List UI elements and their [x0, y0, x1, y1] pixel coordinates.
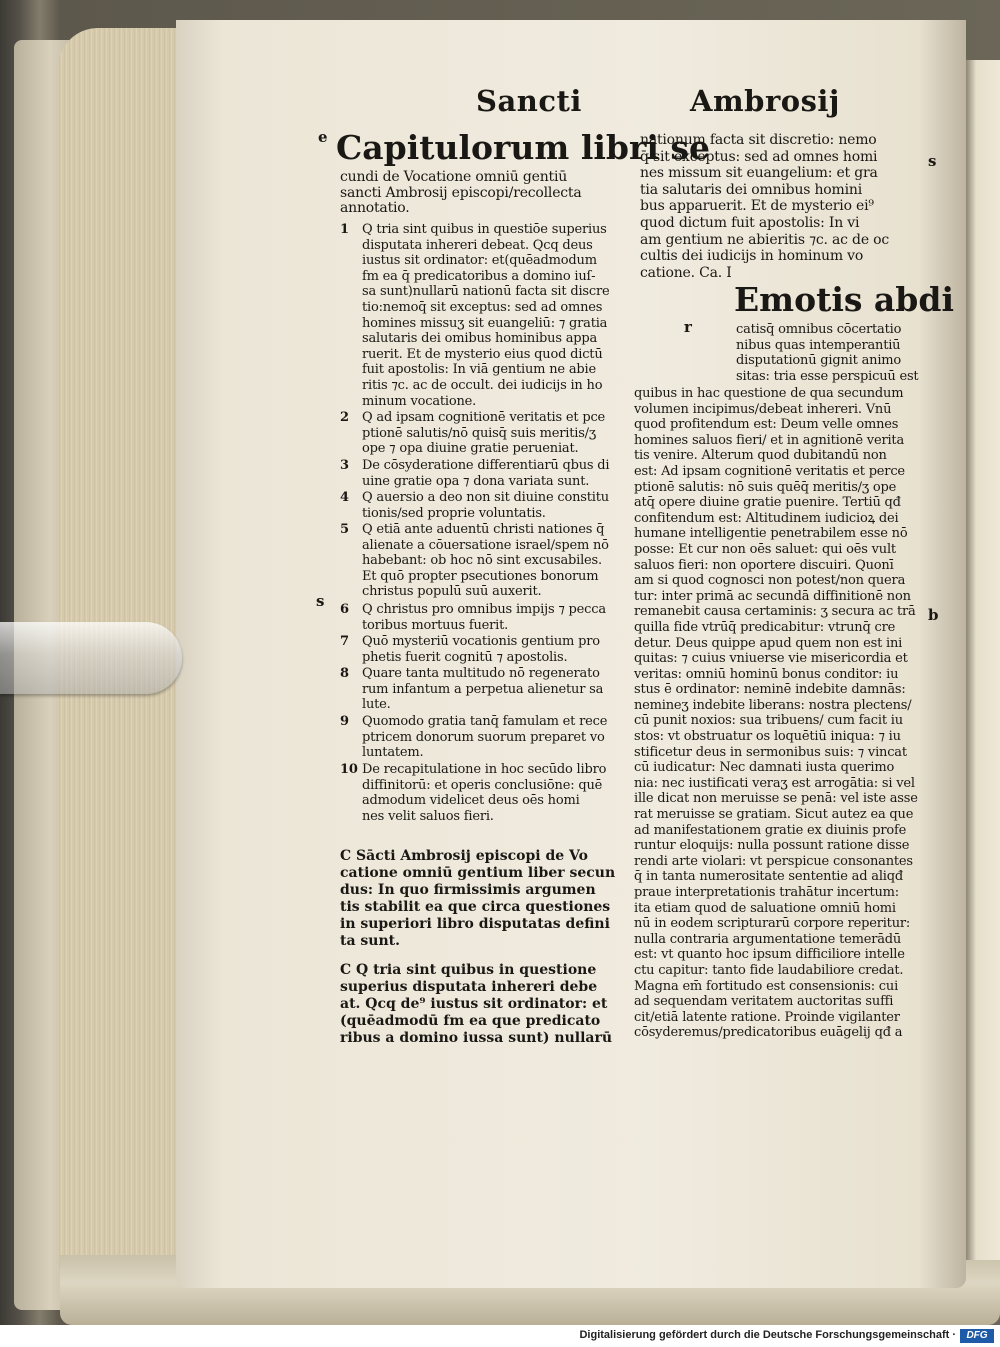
right-body-line: est: vt quanto hoc ipsum difficiliore intelle — [634, 947, 905, 963]
margin-letter-s-left: s — [316, 592, 325, 610]
chapter-number: 6 — [340, 602, 349, 617]
intro-line: cundi de Vocatione omniū gentiū — [340, 169, 568, 185]
right-body-line: rendi arte violari: vt perspicue consonantes — [634, 853, 913, 869]
chapter-summary-line: De recapitulatione in hoc secūdo libro — [362, 762, 607, 777]
right-line: cultis dei iudicijs in hominum vo — [640, 248, 864, 265]
right-body-line: cit/etiā latente ratione. Proinde vigilanter — [634, 1009, 900, 1025]
chapter-summary-line: toribus mortuus fuerit. — [362, 617, 509, 633]
right-body-line: quitas: ⁊ cuius vniuerse vie misericordia et — [634, 651, 908, 667]
section-title-line: dus: In quo firmissimis argumen — [340, 882, 596, 898]
chapter-summary — [362, 714, 607, 761]
chapter-summary-line: sa sunt)nullarū nationū facta sit discre — [362, 284, 610, 300]
running-head-left: Sancti — [476, 84, 582, 118]
chapter-number: 10 — [340, 762, 358, 777]
chapter-summary — [362, 410, 605, 457]
initial-heading-emotis: Emotis abdi — [734, 280, 954, 319]
chapter-summary-line: Quō mysteriū vocationis gentium pro — [362, 634, 600, 649]
chapter-summary-line: Quare tanta multitudo nō regenerato — [362, 666, 600, 681]
right-body-line: q̄ in tanta numerositate sententie ad aliqđ — [634, 869, 903, 885]
right-line: bus apparuerit. Et de mysterio ei⁹ — [640, 198, 874, 215]
chapter-summary-line: Q etiā ante aduentū christi nationes q̄ — [362, 522, 605, 537]
chapter-summary-line: diffinitorū: et operis conclusiōne: quē — [362, 777, 603, 793]
chapter-summary-line: Q tria sint quibus in questiōe superius — [362, 222, 607, 237]
chapter-summary-line: Q christus pro omnibus impijs ⁊ pecca — [362, 602, 606, 617]
chapter-heading: Capitulorum libri se — [336, 128, 710, 167]
right-body-line: nemineʒ indebite liberans: nostra plectens/ — [634, 697, 912, 713]
dfg-logo: DFG — [960, 1329, 994, 1343]
right-body-line: detur. Deus quippe apud quem non est ini — [634, 635, 903, 651]
running-head-right: Ambrosij — [690, 84, 840, 118]
right-body-line: praue interpretationis trahātur incertum: — [634, 885, 899, 900]
right-body-line: posse: Et cur non oēs saluet: qui oēs vult — [634, 541, 896, 557]
intro-line: sancti Ambrosij episcopi/recollecta — [340, 184, 582, 201]
chapter-summary-line: iustus sit ordinator: et(quēadmodum — [362, 253, 597, 269]
right-body-line: saluos fieri: non oportere discuiri. Quonī — [634, 557, 894, 573]
chapter-number: 3 — [340, 458, 349, 473]
book-title-section — [340, 848, 615, 950]
section-title-line: catione omniū gentium liber secun — [340, 865, 616, 881]
chapter-summary-line: uine gratie opa ⁊ dona variata sunt. — [362, 473, 590, 489]
right-body-line: humane intelligentie penetrabilem esse nō — [634, 526, 908, 542]
body-line: ribus a domino iussa sunt) nullarū — [340, 1030, 613, 1046]
intro-line: annotatio. — [340, 200, 410, 217]
chapter-summary-line: habebant: ob hoc nō sint excusabiles. — [362, 553, 602, 569]
right-body-line: veritas: omniū hominū bonus conditor: iu — [634, 666, 899, 682]
right-body-line: ad sequendam veritatem auctoritas suffi — [634, 994, 894, 1010]
chapter-number: 5 — [340, 522, 349, 537]
chapter-summary-line: ope ⁊ opa diuine gratie perueniat. — [362, 441, 579, 457]
right-column-indent — [736, 322, 918, 384]
section-title-line: in superiori libro disputatas defini — [340, 916, 610, 932]
right-line: am gentium ne abieritis ⁊c. ac de oc — [640, 231, 890, 248]
right-body-line: ille dicat non meruisse se penā: vel iste asse — [634, 791, 918, 807]
chapter-summary-line: salutaris dei omibus hominibus appa — [362, 331, 598, 347]
chapter-summary — [362, 602, 606, 633]
chapter-summary — [362, 222, 609, 409]
right-body-line: Magna em̄ fortitudo est consensionis: cui — [634, 978, 899, 994]
body-line: superius disputata inhereri debe — [340, 979, 598, 995]
chapter-summary-line: admodum videlicet deus oēs homi — [362, 793, 580, 809]
chapter-number: 7 — [340, 634, 349, 649]
right-body-line: stificetur deus in sermonibus suis: ⁊ vincat — [634, 744, 907, 760]
chapter-summary — [362, 762, 606, 824]
chapter-summary-line: fuit apostolis: In viā gentium ne abie — [362, 362, 596, 378]
right-line: q̄ sit exceptus: sed ad omnes homi — [640, 148, 878, 165]
chapter-summary-line: minum vocatione. — [362, 393, 477, 409]
right-body-line: ad manifestationem gratie ex diuinis profe — [634, 822, 907, 838]
chapter-number: 1 — [340, 222, 349, 237]
right-column-body — [634, 386, 918, 1041]
chapter-summary-line: ptionē salutis/nō quisq̄ suis meritis/ʒ — [362, 425, 596, 441]
right-body-line: am si quod cognosci non potest/non quera — [634, 573, 906, 589]
right-body-line: quibus in hac questione de qua secundum — [634, 386, 904, 401]
chapter-summary — [362, 634, 600, 665]
chapter-summary-line: homines missuʒ sit euangeliū: ⁊ gratia — [362, 315, 608, 331]
chapter-summary-line: phetis fuerit cognitū ⁊ apostolis. — [362, 649, 568, 665]
right-line: nes missum sit euangelium: et gra — [640, 165, 878, 182]
right-body-line: nulla contraria argumentatione temerādū — [634, 931, 902, 947]
chapter-summary-line: tio:nemoq̄ sit exceptus: sed ad omnes — [362, 299, 603, 315]
chapter-summary-line: luntatem. — [362, 745, 424, 761]
right-column-top — [640, 132, 889, 281]
right-body-line: volumen incipimus/debeat inhereri. Vnū — [634, 401, 892, 417]
right-body-line: nia: nec iustificati veraʒ est arrogātia: si vel — [634, 775, 915, 791]
right-body-line: quilla fide vtrūq̄ predicabitur: vtrunq̄ cre — [634, 619, 896, 635]
chapter-summary-line: christus populū suū auxerit. — [362, 584, 542, 600]
book-opening-text — [340, 962, 612, 1047]
right-line: nibus quas intemperantiū — [736, 337, 901, 353]
chapter-summary — [362, 666, 603, 713]
right-body-line: rat meruisse se gratiam. Sicut autez ea que — [634, 807, 914, 823]
chapter-number: 2 — [340, 410, 349, 425]
right-body-line: quod profitendum est: Deum velle omnes — [634, 417, 899, 433]
right-body-line: cōsyderemus/predicatoribus euāgelij qđ a — [634, 1025, 903, 1041]
chapter-summary-line: Q auersio a deo non sit diuine constitu — [362, 490, 609, 505]
chapter-summary-line: lute. — [362, 697, 391, 713]
right-body-line: tis venire. Alterum quod dubitandū non — [634, 448, 887, 464]
right-body-line: ctu capitur: tanto fide laudabiliore credat. — [634, 962, 904, 978]
right-body-line: atq̄ opere diuine gratie puenire. Tertiū qđ — [634, 495, 901, 511]
chapter-summary-line: ptricem donorum suorum preparet vo — [362, 729, 605, 745]
right-body-line: stus ē ordinator: neminē indebite damnās: — [634, 682, 906, 698]
chapter-summary-line: ruerit. Et de mysterio eius quod dictū — [362, 346, 603, 362]
chapter-number: 8 — [340, 666, 349, 681]
right-line: sitas: tria esse perspicuū est — [736, 368, 919, 384]
facing-page-edge — [966, 60, 1000, 1260]
right-line: disputationū gignit animo — [736, 353, 902, 369]
right-line: tia salutaris dei omnibus homini — [640, 181, 862, 198]
footer-text: Digitalisierung gefördert durch die Deutsche Forschungsgemeinschaft · — [579, 1329, 956, 1341]
right-body-line: ita etiam quod de saluatione omniū homi — [634, 900, 896, 916]
body-line: (quēadmodū fm ea que predicato — [340, 1013, 601, 1029]
section-title-line: tis stabilit ea que circa questiones — [340, 899, 611, 915]
body-line: at. Qcq de⁹ iustus sit ordinator: et — [340, 996, 608, 1012]
right-body-line: est: Ad ipsam cognitionē veritatis et perce — [634, 463, 905, 479]
chapter-summary-line: tionis/sed proprie voluntatis. — [362, 505, 546, 521]
margin-letter-s-right: s — [928, 152, 937, 170]
chapter-summary-line: disputata inhereri debeat. Qcq deus — [362, 237, 593, 253]
right-body-line: homines saluos fieri/ et in agnitionē verita — [634, 432, 904, 448]
chapter-summary-line: nes velit saluos fieri. — [362, 808, 494, 824]
right-body-line: stos: vt obstruatur os loquētiū iniqua: ⁊ iu — [634, 729, 901, 745]
right-body-line: runtur eloquijs: nulla possunt ratione disse — [634, 838, 910, 854]
chapter-summary — [362, 458, 609, 489]
chapter-summary — [362, 522, 609, 600]
chapter-number: 9 — [340, 714, 349, 729]
margin-letter-e: e — [318, 128, 328, 146]
chapter-number: 4 — [340, 490, 349, 505]
chapter-summary — [362, 490, 609, 521]
right-line: catione. Ca. I — [640, 264, 732, 281]
right-body-line: ptionē salutis: nō suis quēq̄ meritis/ʒ ope — [634, 479, 897, 495]
chapter-summary-line: rum infantum a perpetua alienetur sa — [362, 681, 604, 697]
right-line: catisq̄ omnibus cōcertatio — [736, 322, 902, 337]
chapter-summary-line: Et quō propter psecutiones bonorum — [362, 568, 599, 584]
right-line: nationum facta sit discretio: nemo — [640, 132, 877, 148]
chapter-summary-line: Q ad ipsam cognitionē veritatis et pce — [362, 410, 606, 425]
right-body-line: confitendum est: Altitudinem iudicioꝝ dei — [634, 510, 899, 526]
chapter-summary-line: Quomodo gratia tanq̄ famulam et rece — [362, 714, 608, 729]
margin-letter-r: r — [684, 318, 692, 336]
right-body-line: nū in eodem scripturarū corpore reperitur: — [634, 916, 911, 932]
section-title-line: C Sācti Ambrosij episcopi de Vo — [340, 848, 588, 864]
right-body-line: cū punit noxios: sua tribuens/ cum facit iu — [634, 713, 903, 729]
margin-letter-b: b — [928, 606, 939, 624]
body-line: C Q tria sint quibus in questione — [340, 962, 597, 978]
right-body-line: remanebit causa certaminis: ʒ secura ac trā — [634, 604, 916, 620]
chapter-summary-line: alienate a cōuersatione israel/spem nō — [362, 537, 609, 553]
chapter-summary-line: fm ea q̄ predicatoribus a domino iuſ- — [362, 268, 596, 284]
chapter-summary-line: De cōsyderatione differentiarū qbus di — [362, 458, 610, 473]
right-line: quod dictum fuit apostolis: In vi — [640, 214, 860, 231]
right-body-line: cū iudicatur: Nec damnati iusta querimo — [634, 760, 895, 776]
chapter-intro — [340, 170, 582, 217]
right-body-line: tur: inter primā ac secundā diffinitionē non — [634, 588, 911, 604]
footer-bar — [0, 1325, 1000, 1347]
section-title-line: ta sunt. — [340, 933, 400, 949]
chapter-summary-line: ritis ⁊c. ac de occult. dei iudicijs in ho — [362, 377, 603, 393]
page-holder-clip — [0, 622, 182, 694]
